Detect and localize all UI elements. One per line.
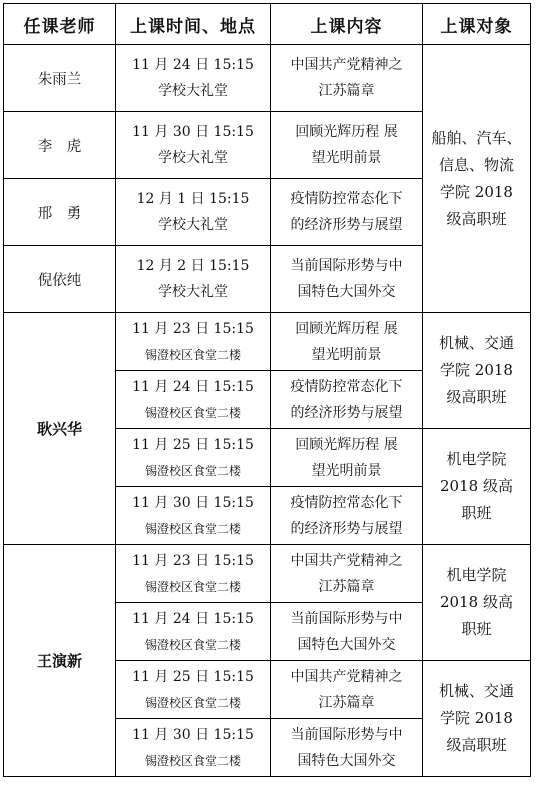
content-cell: [271, 545, 423, 603]
schedule-wrapper: [3, 3, 531, 777]
target-line: 2018 级高: [440, 477, 513, 495]
content-cell: [271, 371, 423, 429]
content-line: 回顾光辉历程 展: [295, 320, 398, 337]
teacher-name: 耿兴华: [36, 420, 82, 438]
content-line: 国特色大国外交: [297, 636, 396, 653]
class-time: 11 月 30 日 15:15: [132, 124, 254, 140]
target-line: 机电学院: [446, 566, 507, 584]
time-place-cell: [116, 45, 271, 112]
class-place: 学校大礼堂: [158, 217, 228, 233]
class-place: 锡澄校区食堂二楼: [144, 695, 241, 710]
class-place: 锡澄校区食堂二楼: [144, 405, 241, 420]
class-time: 11 月 23 日 15:15: [132, 552, 254, 569]
target-line: 学院 2018: [440, 361, 513, 379]
content-line: 疫情防控常态化下: [290, 191, 403, 207]
header-row: [4, 4, 531, 45]
target-line: 学院 2018: [440, 709, 513, 727]
class-time: 11 月 24 日 15:15: [132, 57, 254, 73]
class-time: 11 月 25 日 15:15: [132, 668, 254, 685]
content-line: 的经济形势与展望: [290, 217, 403, 233]
content-cell: [271, 429, 423, 487]
content-line: 望光明前景: [311, 150, 382, 166]
content-line: 当前国际形势与中: [290, 726, 403, 743]
content-line: 的经济形势与展望: [290, 520, 403, 537]
class-time: 12 月 1 日 15:15: [136, 191, 250, 207]
teacher-cell: [4, 179, 116, 246]
content-cell: [271, 246, 423, 313]
target-line: 学院 2018: [440, 182, 513, 201]
class-time: 11 月 30 日 15:15: [132, 726, 254, 743]
teacher-cell: [4, 545, 116, 777]
class-time: 11 月 24 日 15:15: [132, 610, 254, 627]
target-cell: [423, 45, 531, 313]
content-line: 当前国际形势与中: [290, 258, 403, 274]
table-row: [4, 545, 531, 603]
content-line: 的经济形势与展望: [290, 404, 403, 421]
content-line: 江苏篇章: [318, 694, 375, 711]
schedule-table: [3, 3, 531, 777]
content-line: 中国共产党精神之: [290, 552, 403, 569]
target-line: 机械、交通: [438, 334, 514, 352]
target-cell: [423, 661, 531, 777]
content-line: 疫情防控常态化下: [290, 494, 403, 511]
content-line: 国特色大国外交: [297, 752, 396, 769]
target-line: 船舶、汽车、: [431, 128, 522, 147]
content-cell: [271, 487, 423, 545]
class-place: 锡澄校区食堂二楼: [144, 521, 241, 536]
target-line: 2018 级高: [440, 593, 513, 611]
class-time: 11 月 23 日 15:15: [132, 320, 254, 337]
table-row: [4, 313, 531, 371]
header-time-place: 上课时间、地点: [116, 4, 271, 45]
class-place: 学校大礼堂: [158, 83, 228, 99]
time-place-cell: [116, 112, 271, 179]
class-time: 11 月 25 日 15:15: [132, 436, 254, 453]
content-cell: [271, 112, 423, 179]
class-place: 锡澄校区食堂二楼: [144, 753, 241, 768]
content-line: 江苏篇章: [318, 578, 375, 595]
teacher-cell: [4, 112, 116, 179]
class-place: 锡澄校区食堂二楼: [144, 347, 241, 362]
teacher-cell: [4, 45, 116, 112]
time-place-cell: [116, 429, 271, 487]
content-cell: [271, 45, 423, 112]
header-content: 上课内容: [271, 4, 423, 45]
teacher-cell: [4, 246, 116, 313]
time-place-cell: [116, 179, 271, 246]
time-place-cell: [116, 603, 271, 661]
class-time: 11 月 24 日 15:15: [132, 378, 254, 395]
content-line: 国特色大国外交: [297, 284, 396, 300]
teacher-name: 邢 勇: [37, 205, 82, 222]
content-cell: [271, 719, 423, 777]
time-place-cell: [116, 313, 271, 371]
teacher-name: 朱雨兰: [37, 71, 82, 88]
content-line: 中国共产党精神之: [290, 57, 403, 73]
class-place: 学校大礼堂: [158, 284, 228, 300]
content-cell: [271, 313, 423, 371]
teacher-name: 李 虎: [37, 138, 82, 155]
time-place-cell: [116, 371, 271, 429]
target-line: 职班: [461, 504, 492, 522]
time-place-cell: [116, 545, 271, 603]
content-line: 望光明前景: [311, 462, 382, 479]
class-time: 12 月 2 日 15:15: [136, 258, 250, 274]
time-place-cell: [116, 719, 271, 777]
content-cell: [271, 661, 423, 719]
header-target: 上课对象: [423, 4, 531, 45]
class-place: 锡澄校区食堂二楼: [144, 463, 241, 478]
class-place: 学校大礼堂: [158, 150, 228, 166]
target-line: 信息、物流: [438, 155, 514, 174]
target-line: 级高职班: [446, 736, 507, 754]
target-line: 机械、交通: [438, 682, 514, 700]
content-line: 疫情防控常态化下: [290, 378, 403, 395]
target-line: 级高职班: [446, 209, 507, 228]
table-row: [4, 45, 531, 112]
target-line: 机电学院: [446, 450, 507, 468]
content-cell: [271, 603, 423, 661]
time-place-cell: [116, 661, 271, 719]
time-place-cell: [116, 487, 271, 545]
time-place-cell: [116, 246, 271, 313]
content-line: 回顾光辉历程 展: [295, 124, 398, 140]
class-place: 锡澄校区食堂二楼: [144, 637, 241, 652]
target-cell: [423, 545, 531, 661]
content-line: 中国共产党精神之: [290, 668, 403, 685]
target-cell: [423, 429, 531, 545]
content-line: 望光明前景: [311, 346, 382, 363]
content-cell: [271, 179, 423, 246]
content-line: 江苏篇章: [318, 83, 375, 99]
class-time: 11 月 30 日 15:15: [132, 494, 254, 511]
header-teacher: 任课老师: [4, 4, 116, 45]
content-line: 当前国际形势与中: [290, 610, 403, 627]
target-line: 级高职班: [446, 388, 507, 406]
content-line: 回顾光辉历程 展: [295, 436, 398, 453]
target-cell: [423, 313, 531, 429]
target-line: 职班: [461, 620, 492, 638]
class-place: 锡澄校区食堂二楼: [144, 579, 241, 594]
teacher-name: 王演新: [36, 652, 82, 670]
teacher-cell: [4, 313, 116, 545]
teacher-name: 倪依纯: [37, 272, 82, 289]
